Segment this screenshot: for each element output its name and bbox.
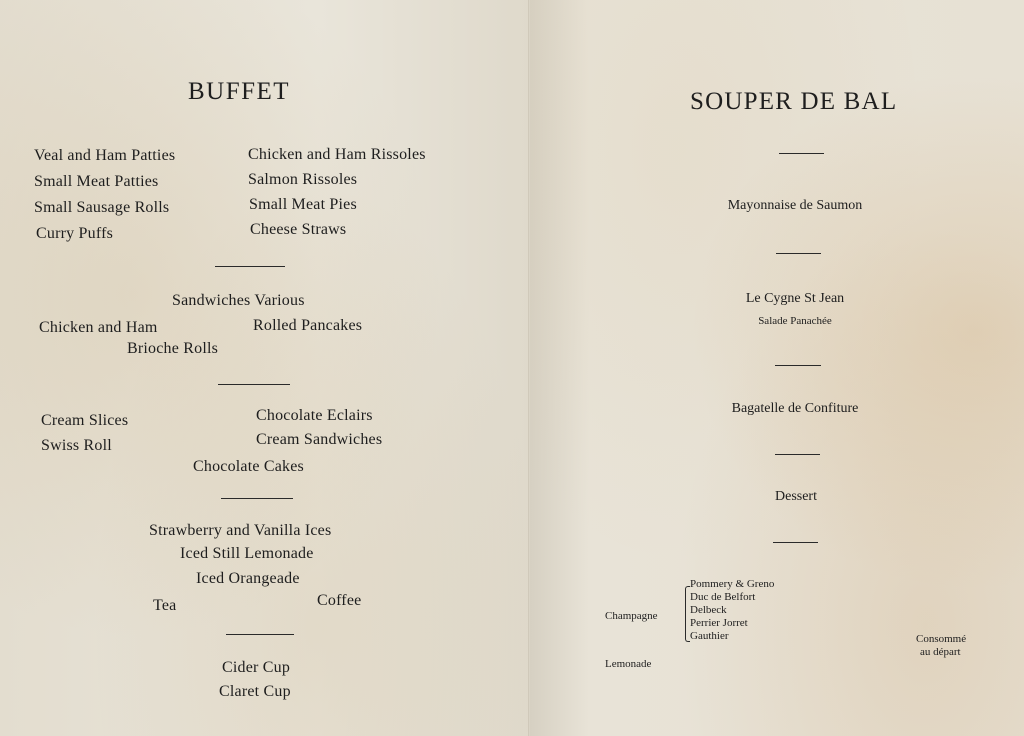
menu-item: Strawberry and Vanilla Ices (149, 522, 332, 539)
menu-item: Small Meat Pies (249, 196, 357, 213)
menu-item: Cream Sandwiches (256, 431, 383, 448)
lemonade-label: Lemonade (605, 658, 652, 670)
wine-item: Perrier Jorret (690, 617, 748, 629)
menu-item: Veal and Ham Patties (34, 147, 176, 164)
section-divider (218, 384, 290, 385)
wine-item: Gauthier (690, 630, 729, 642)
menu-item: Curry Puffs (36, 225, 114, 242)
menu-item: Mayonnaise de Saumon (727, 198, 863, 213)
section-divider (773, 542, 818, 543)
menu-item: Rolled Pancakes (253, 317, 363, 334)
menu-item: Cider Cup (222, 659, 291, 676)
menu-item: Swiss Roll (41, 437, 112, 454)
menu-item: Chicken and Ham Rissoles (248, 146, 426, 163)
menu-item: Dessert (775, 489, 817, 504)
section-divider (776, 253, 821, 254)
menu-item: Chocolate Eclairs (256, 407, 373, 424)
section-divider (221, 498, 293, 499)
menu-item: Salade Panachée (758, 315, 832, 327)
menu-item: Cream Slices (41, 412, 129, 429)
champagne-label: Champagne (605, 610, 658, 622)
right-page (530, 0, 1024, 736)
menu-item: Iced Still Lemonade (180, 545, 314, 562)
section-divider (226, 634, 294, 635)
buffet-title: BUFFET (188, 78, 291, 105)
menu-item: Le Cygne St Jean (745, 291, 845, 306)
section-divider (775, 365, 821, 366)
menu-item: Bagatelle de Confiture (731, 401, 859, 416)
souper-title: SOUPER DE BAL (690, 88, 898, 115)
menu-item: Coffee (317, 592, 362, 609)
wine-item: Delbeck (690, 604, 727, 616)
menu-item: Iced Orangeade (196, 570, 300, 587)
consomme-line: au départ (920, 646, 961, 658)
menu-item: Small Meat Patties (34, 173, 159, 190)
menu-item: Chicken and Ham (39, 319, 158, 336)
section-divider (779, 153, 824, 154)
menu-item: Cheese Straws (250, 221, 347, 238)
section-divider (215, 266, 285, 267)
wine-item: Pommery & Greno (690, 578, 775, 590)
menu-item: Sandwiches Various (172, 292, 305, 309)
consomme-line: Consommé (916, 633, 967, 645)
menu-item: Tea (153, 597, 177, 614)
section-divider (775, 454, 820, 455)
menu-item: Small Sausage Rolls (34, 199, 170, 216)
menu-item: Brioche Rolls (127, 340, 219, 357)
menu-item: Claret Cup (219, 683, 291, 700)
wine-item: Duc de Belfort (690, 591, 756, 603)
menu-item: Chocolate Cakes (193, 458, 304, 475)
menu-item: Salmon Rissoles (248, 171, 358, 188)
